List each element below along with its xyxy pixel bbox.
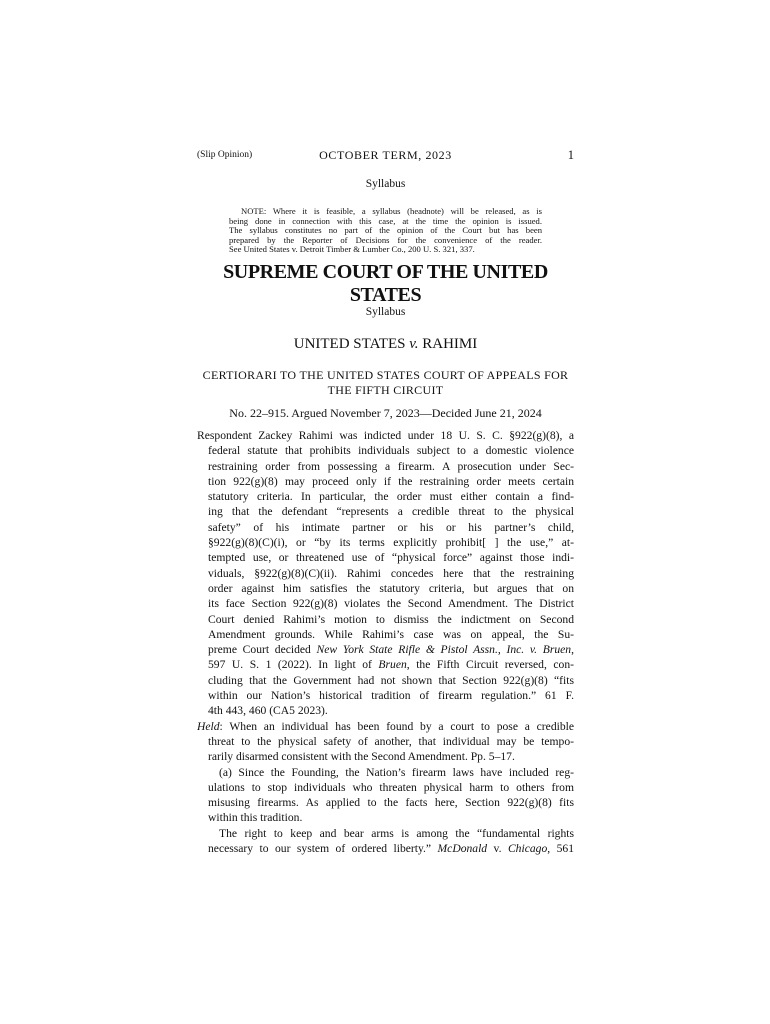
syllabus-body [197,428,574,856]
body-line: tempted use, or threatened use of “physical force” against those indi- [208,551,574,565]
body-line: safety” of his intimate partner or his or his partner’s child, [208,520,574,534]
case-citation-chicago: Chicago [507,842,548,856]
held-line: Held: When an individual has been found by a court to pose a credible [197,719,574,733]
syllabus-heading: Syllabus [365,306,406,318]
body-line: preme Court decided New York State Rifle & Pistol Assn., Inc. v. Bruen, [208,643,574,657]
body-line: cluding that the Government had not shown that Section 922(g)(8) “fits [208,673,574,687]
body-line: ing that the defendant “represents a credible threat to the physical [208,505,574,519]
page-number: 1 [567,148,574,162]
body-line: viduals, §922(g)(8)(C)(ii). Rahimi concedes here that the restraining [208,566,574,580]
body-line: Amendment grounds. While Rahimi’s case was on appeal, the Su- [208,627,574,641]
body-line: misusing firearms. As applied to the facts here, Section 922(g)(8) fits [208,796,574,810]
term-heading: OCTOBER TERM, 2023 [319,148,452,162]
body-line: 597 U. S. 1 (2022). In light of Bruen, the Fifth Circuit reversed, con- [208,658,574,672]
case-title [197,336,574,353]
body-line: tion 922(g)(8) may proceed only if the restraining order meets certain [208,474,574,488]
body-line: Respondent Zackey Rahimi was indicted under 18 U. S. C. §922(g)(8), a [197,429,574,442]
body-line: §922(g)(8)(C)(i), or “by its terms explicitly prohibit[ ] the use,” at- [208,536,574,550]
certiorari-heading [197,368,574,398]
body-line: statutory criteria. In particular, the order must either contain a find- [208,490,574,504]
body-line: threat to the physical safety of another, that individual may be tempo- [208,734,574,748]
case-citation-bruen-full: New York State Rifle & Pistol Assn., Inc. [316,643,525,657]
note-line: The syllabus constitutes no part of the opinion of the Court but has been [229,225,542,235]
body-line: The right to keep and bear arms is among the “fundamental rights [219,826,574,840]
body-line: ulations to stop individuals who threaten physical harm to others from [208,780,574,794]
running-head [197,148,574,164]
body-line: order against him satisfies the statutory criteria, but argues that on [208,581,574,595]
body-line: 4th 443, 460 (CA5 2023). [208,704,328,718]
note-line: See United States v. Detroit Timber & Lumber Co., 200 U. S. 321, 337. [229,244,475,254]
case-citation-mcdonald: McDonald [437,842,488,856]
case-versus: v. [409,336,419,352]
docket-line: No. 22–915. Argued November 7, 2023—Decided June 21, 2024 [229,406,542,420]
body-line: restraining order from possessing a firearm. A prosecution under Sec- [208,459,574,473]
reporter-note [229,207,542,255]
slip-opinion-label: (Slip Opinion) [197,150,253,160]
note-line: prepared by the Reporter of Decisions for the convenience of the reader. [229,234,542,245]
note-line: being done in connection with this case, at the time the opinion is issued. [229,215,542,226]
body-line: federal statute that prohibits individuals subject to a domestic violence [208,444,574,458]
held-label: Held [197,719,220,733]
body-line: its face Section 922(g)(8) violates the Second Amendment. The District [208,597,574,611]
case-citation-bruen: Bruen [542,643,572,657]
body-line: (a) Since the Founding, the Nation’s firearm laws have included reg- [219,765,574,779]
case-party-respondent: RAHIMI [422,336,478,352]
court-name: SUPREME COURT OF THE UNITED STATES [223,261,548,306]
note-line: NOTE: Where it is feasible, a syllabus (headnote) will be released, as is [241,206,542,216]
certiorari-line: CERTIORARI TO THE UNITED STATES COURT OF APPEALS FOR [202,368,569,382]
body-line: rarily disarmed consistent with the Second Amendment. Pp. 5–17. [208,750,515,764]
case-party-petitioner: UNITED STATES [293,336,406,352]
body-line: within our Nation’s historical tradition of firearm regulation.” 61 F. [208,689,574,703]
syllabus-heading-top: Syllabus [365,178,406,190]
body-line: within this tradition. [208,811,303,825]
certiorari-line: THE FIFTH CIRCUIT [327,383,444,397]
body-line: necessary to our system of ordered liberty.” McDonald v. Chicago, 561 [208,842,574,856]
case-citation-bruen-short: Bruen [378,658,407,672]
body-line: Court denied Rahimi’s motion to dismiss the indictment on Second [208,612,574,626]
